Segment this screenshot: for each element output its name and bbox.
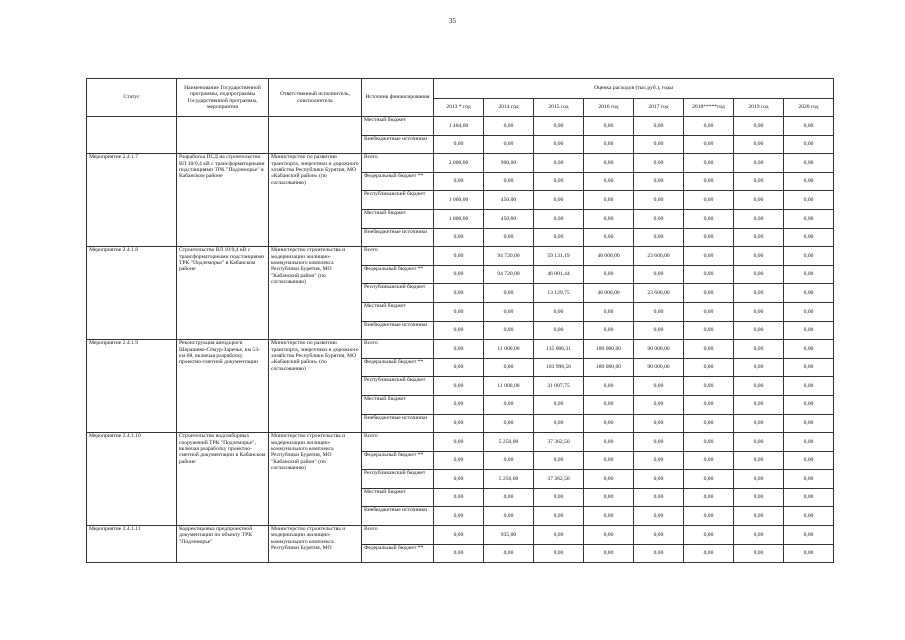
table-row: [87, 340, 834, 359]
row-value: 0,00: [434, 488, 484, 507]
row-value: 0,00: [434, 284, 484, 303]
row-source: Местный бюджет: [362, 117, 434, 136]
row-value: 5 250,00: [484, 470, 534, 489]
row-value: 0,00: [684, 117, 734, 136]
row-value: 0,00: [734, 451, 784, 470]
row-source: Внебюджетные источники: [362, 228, 434, 247]
row-source: Внебюджетные источники: [362, 414, 434, 433]
row-source: Всего: [362, 154, 434, 173]
row-value: 0,00: [484, 507, 534, 526]
row-value: 0,00: [484, 358, 534, 377]
row-value: 0,00: [534, 135, 584, 154]
row-value: 0,00: [434, 228, 484, 247]
row-value: 0,00: [634, 154, 684, 173]
row-value: 46 001,44: [534, 265, 584, 284]
row-value: 0,00: [734, 470, 784, 489]
row-value: 0,00: [734, 284, 784, 303]
row-value: 0,00: [584, 321, 634, 340]
row-value: 0,00: [634, 414, 684, 433]
row-source: Республиканский бюджет: [362, 377, 434, 396]
row-value: 0,00: [434, 526, 484, 545]
row-value: 0,00: [684, 172, 734, 191]
table-row: [87, 117, 834, 136]
row-source: Федеральный бюджет **: [362, 172, 434, 191]
row-value: 0,00: [634, 395, 684, 414]
row-value: 0,00: [434, 544, 484, 563]
row-value: 0,00: [634, 321, 684, 340]
row-value: 0,00: [484, 302, 534, 321]
row-value: 0,00: [684, 358, 734, 377]
row-value: 0,00: [734, 191, 784, 210]
row-value: 0,00: [734, 154, 784, 173]
row-value: 0,00: [734, 507, 784, 526]
row-value: 0,00: [484, 172, 534, 191]
row-source: Республиканский бюджет: [362, 470, 434, 489]
row-value: 0,00: [534, 302, 584, 321]
header-status: Статус: [87, 79, 177, 117]
table-row: [87, 526, 834, 545]
row-value: 0,00: [434, 265, 484, 284]
row-value: 0,00: [534, 544, 584, 563]
row-source: Всего: [362, 433, 434, 452]
row-value: 0,00: [684, 135, 734, 154]
row-value: 180 000,00: [584, 358, 634, 377]
row-status: Мероприятие 2.4.1.8: [87, 247, 177, 340]
table-row: [87, 154, 834, 173]
row-value: 135 006,31: [534, 340, 584, 359]
row-value: 0,00: [634, 302, 684, 321]
row-value: 0,00: [684, 414, 734, 433]
row-value: 13 129,75: [534, 284, 584, 303]
row-value: 0,00: [484, 228, 534, 247]
row-value: 5 250,00: [484, 433, 534, 452]
row-value: 0,00: [584, 228, 634, 247]
row-value: 0,00: [784, 321, 834, 340]
row-value: 0,00: [784, 377, 834, 396]
row-value: 0,00: [734, 209, 784, 228]
header-year: 2015 год: [534, 99, 584, 117]
row-value: 0,00: [584, 265, 634, 284]
row-value: 0,00: [484, 451, 534, 470]
header-year: 2013 * год: [434, 99, 484, 117]
row-name: Разработка ПСД на строительство ВЛ 10/0,4 кВ с трансформаторными подстанциями ТРК "Подлеморье" в Кабанском районе: [177, 154, 269, 247]
row-value: 0,00: [684, 191, 734, 210]
row-value: 180 000,00: [584, 340, 634, 359]
row-value: 0,00: [534, 154, 584, 173]
row-value: 0,00: [684, 526, 734, 545]
row-value: 0,00: [784, 470, 834, 489]
row-value: 0,00: [734, 247, 784, 266]
row-value: 0,00: [784, 451, 834, 470]
row-status: Мероприятие 2.4.1.10: [87, 433, 177, 526]
row-value: 0,00: [784, 488, 834, 507]
row-value: 0,00: [634, 117, 684, 136]
row-value: 0,00: [784, 433, 834, 452]
row-value: 0,00: [784, 172, 834, 191]
row-value: 0,00: [584, 544, 634, 563]
row-value: 0,00: [634, 172, 684, 191]
row-value: 0,00: [584, 470, 634, 489]
row-value: 0,00: [584, 172, 634, 191]
row-source: Местный бюджет: [362, 209, 434, 228]
row-value: 23 600,00: [634, 247, 684, 266]
row-value: 37 362,50: [534, 433, 584, 452]
row-value: 0,00: [784, 302, 834, 321]
row-value: 0,00: [484, 135, 534, 154]
header-executor: Ответственный исполнитель, соисполнитель: [269, 79, 362, 117]
row-status: [87, 117, 177, 154]
row-value: 0,00: [684, 302, 734, 321]
row-value: 0,00: [534, 172, 584, 191]
row-source: Федеральный бюджет **: [362, 544, 434, 563]
row-value: 0,00: [734, 172, 784, 191]
row-value: 0,00: [584, 526, 634, 545]
row-value: 0,00: [784, 395, 834, 414]
row-value: 0,00: [634, 470, 684, 489]
row-value: 0,00: [784, 358, 834, 377]
row-value: 0,00: [534, 228, 584, 247]
row-value: 0,00: [584, 191, 634, 210]
row-source: Федеральный бюджет **: [362, 265, 434, 284]
row-value: 0,00: [634, 135, 684, 154]
row-value: 0,00: [684, 451, 734, 470]
row-source: Внебюджетные источники: [362, 135, 434, 154]
table-body: [87, 117, 834, 563]
row-value: 11 000,00: [484, 377, 534, 396]
header-estimate: Оценка расходов (тыс.руб.), годы: [434, 79, 834, 99]
row-value: 0,00: [434, 507, 484, 526]
row-value: 0,00: [734, 395, 784, 414]
row-value: 1 000,00: [434, 191, 484, 210]
header-name: Наименование Государственной программы, подпрограммы Государственной программы, мероприятия: [177, 79, 269, 117]
row-value: 0,00: [784, 507, 834, 526]
row-value: 0,00: [484, 395, 534, 414]
row-value: 0,00: [684, 488, 734, 507]
row-value: 0,00: [684, 284, 734, 303]
row-value: 0,00: [634, 488, 684, 507]
row-value: 0,00: [434, 340, 484, 359]
row-value: 0,00: [584, 377, 634, 396]
row-value: 0,00: [684, 228, 734, 247]
row-source: Федеральный бюджет **: [362, 358, 434, 377]
row-source: Местный бюджет: [362, 302, 434, 321]
row-value: 0,00: [634, 228, 684, 247]
row-value: 0,00: [684, 544, 734, 563]
row-executor: Министерство по развитию транспорта, энергетики и дорожного хозяйства Республики Бурятия, МО «Кабанский район» (по согласованию): [269, 154, 362, 247]
row-value: 0,00: [734, 526, 784, 545]
row-value: 0,00: [484, 321, 534, 340]
row-value: 103 998,56: [534, 358, 584, 377]
row-value: 0,00: [584, 451, 634, 470]
row-value: 0,00: [684, 209, 734, 228]
row-value: 0,00: [734, 135, 784, 154]
row-value: 0,00: [584, 154, 634, 173]
row-name: Строительство ВЛ 10/0,4 кВ с трансформаторными подстанциями ТРК "Подлеморье" в Кабанском районе: [177, 247, 269, 340]
header-year: 2019 год: [734, 99, 784, 117]
row-value: 94 720,00: [484, 247, 534, 266]
row-value: 0,00: [734, 433, 784, 452]
row-value: 0,00: [784, 154, 834, 173]
header-year: 2014 год: [484, 99, 534, 117]
row-value: 0,00: [784, 414, 834, 433]
row-source: Всего: [362, 340, 434, 359]
header-source: Источник финансирования: [362, 79, 434, 117]
row-value: 0,00: [634, 265, 684, 284]
row-value: 0,00: [684, 265, 734, 284]
row-value: 0,00: [484, 414, 534, 433]
row-value: 0,00: [584, 209, 634, 228]
row-source: Местный бюджет: [362, 488, 434, 507]
row-source: Республиканский бюджет: [362, 284, 434, 303]
row-executor: [269, 117, 362, 154]
row-value: 0,00: [684, 377, 734, 396]
row-value: 0,00: [734, 358, 784, 377]
row-value: 0,00: [684, 433, 734, 452]
row-source: Внебюджетные источники: [362, 321, 434, 340]
row-value: 0,00: [784, 284, 834, 303]
table-row: [87, 247, 834, 266]
row-value: 90 000,00: [634, 340, 684, 359]
row-source: Всего: [362, 247, 434, 266]
row-value: 0,00: [584, 117, 634, 136]
row-value: 0,00: [434, 247, 484, 266]
table-header: [87, 79, 834, 117]
row-value: 0,00: [534, 526, 584, 545]
row-value: 0,00: [434, 470, 484, 489]
row-name: Реконструкция автодороги Шерашево-Сёмур-Заречье, км 53-км 68, включая разработку проектно-сметной документации: [177, 340, 269, 433]
row-value: 48 000,00: [584, 247, 634, 266]
row-value: 0,00: [684, 154, 734, 173]
row-value: 0,00: [734, 340, 784, 359]
row-value: 0,00: [734, 321, 784, 340]
budget-table: [86, 78, 834, 563]
row-value: 0,00: [784, 209, 834, 228]
row-value: 0,00: [534, 191, 584, 210]
row-status: Мероприятие 2.4.1.9: [87, 340, 177, 433]
row-value: 0,00: [434, 358, 484, 377]
row-value: 0,00: [784, 228, 834, 247]
row-value: 900,00: [484, 154, 534, 173]
row-value: 48 000,00: [584, 284, 634, 303]
row-value: 0,00: [434, 377, 484, 396]
row-source: Федеральный бюджет **: [362, 451, 434, 470]
row-value: 0,00: [684, 470, 734, 489]
row-value: 0,00: [434, 172, 484, 191]
row-source: Внебюджетные источники: [362, 507, 434, 526]
row-value: 0,00: [634, 191, 684, 210]
header-year: 2018*****год: [684, 99, 734, 117]
row-value: 0,00: [734, 117, 784, 136]
row-value: 0,00: [534, 395, 584, 414]
row-executor: Министерство по развитию транспорта, энергетики и дорожного хозяйства Республики Бурятия, МО «Кабанский район» (по согласованию): [269, 340, 362, 433]
row-value: 0,00: [634, 507, 684, 526]
row-value: 2 000,00: [434, 154, 484, 173]
row-value: 0,00: [734, 302, 784, 321]
row-value: 0,00: [584, 302, 634, 321]
row-value: 0,00: [584, 414, 634, 433]
row-value: 0,00: [784, 544, 834, 563]
row-value: 0,00: [484, 488, 534, 507]
row-source: Республиканский бюджет: [362, 191, 434, 210]
row-value: 1 000,00: [434, 209, 484, 228]
row-value: 0,00: [534, 321, 584, 340]
header-year: 2017 год: [634, 99, 684, 117]
row-value: 0,00: [784, 265, 834, 284]
row-value: 31 007,75: [534, 377, 584, 396]
row-value: 0,00: [634, 544, 684, 563]
row-value: 0,00: [634, 209, 684, 228]
row-value: 450,00: [484, 209, 534, 228]
row-value: 0,00: [734, 488, 784, 507]
row-value: 0,00: [584, 507, 634, 526]
row-value: 0,00: [734, 414, 784, 433]
row-value: 0,00: [784, 526, 834, 545]
row-value: 0,00: [534, 209, 584, 228]
row-executor: Министерство строительства и модернизации жилищно-коммунального комплекса Республики Бурятия, МО: [269, 526, 362, 563]
row-value: 1 484,00: [434, 117, 484, 136]
row-value: 0,00: [434, 414, 484, 433]
row-value: 0,00: [434, 395, 484, 414]
row-value: 37 362,50: [534, 470, 584, 489]
row-name: Строительство водозаборных сооружений ТРК "Подлеморье", включая разработку проектно-сметной документации в Кабанском районе: [177, 433, 269, 526]
row-name: [177, 117, 269, 154]
page-number: 35: [449, 17, 456, 25]
row-status: Мероприятие 2.4.1.11: [87, 526, 177, 563]
row-value: 0,00: [634, 433, 684, 452]
row-value: 0,00: [734, 377, 784, 396]
row-status: Мероприятие 2.4.1.7: [87, 154, 177, 247]
row-value: 0,00: [784, 191, 834, 210]
row-value: 0,00: [784, 117, 834, 136]
row-value: 90 000,00: [634, 358, 684, 377]
row-name: Корректировка предпроектной документации по объекту ТРК "Подлеморье": [177, 526, 269, 563]
row-value: 0,00: [434, 433, 484, 452]
row-value: 0,00: [584, 135, 634, 154]
table-row: [87, 433, 834, 452]
row-value: 23 600,00: [634, 284, 684, 303]
row-value: 0,00: [684, 247, 734, 266]
row-value: 0,00: [534, 117, 584, 136]
row-value: 0,00: [734, 544, 784, 563]
row-value: 0,00: [534, 451, 584, 470]
row-executor: Министерство строительства и модернизации жилищно-коммунального комплекса Республики Бурятия, МО "Кабанский район" (по согласованию): [269, 433, 362, 526]
row-source: Всего: [362, 526, 434, 545]
row-value: 450,00: [484, 191, 534, 210]
row-value: 0,00: [684, 507, 734, 526]
row-value: 0,00: [584, 488, 634, 507]
header-year: 2020 год: [784, 99, 834, 117]
row-value: 0,00: [784, 135, 834, 154]
row-value: 0,00: [784, 247, 834, 266]
row-value: 0,00: [784, 340, 834, 359]
row-value: 0,00: [534, 507, 584, 526]
row-value: 0,00: [434, 451, 484, 470]
row-value: 0,00: [534, 414, 584, 433]
row-value: 0,00: [734, 228, 784, 247]
row-value: 11 000,00: [484, 340, 534, 359]
row-value: 0,00: [584, 433, 634, 452]
row-value: 0,00: [484, 117, 534, 136]
row-value: 0,00: [634, 451, 684, 470]
row-source: Местный бюджет: [362, 395, 434, 414]
row-value: 59 131,19: [534, 247, 584, 266]
row-value: 0,00: [434, 321, 484, 340]
row-value: 0,00: [684, 340, 734, 359]
row-value: 0,00: [734, 265, 784, 284]
row-value: 0,00: [634, 526, 684, 545]
row-value: 0,00: [634, 377, 684, 396]
row-value: 94 720,00: [484, 265, 534, 284]
row-value: 0,00: [684, 321, 734, 340]
row-value: 0,00: [684, 395, 734, 414]
row-value: 0,00: [434, 135, 484, 154]
row-value: 0,00: [434, 302, 484, 321]
row-executor: Министерство строительства и модернизации жилищно-коммунального комплекса Республики Бурятия, МО "Кабанский район" (по согласованию): [269, 247, 362, 340]
row-value: 0,00: [584, 395, 634, 414]
row-value: 0,00: [534, 488, 584, 507]
header-year: 2016 год: [584, 99, 634, 117]
row-value: 935,00: [484, 526, 534, 545]
row-value: 0,00: [484, 284, 534, 303]
row-value: 0,00: [484, 544, 534, 563]
